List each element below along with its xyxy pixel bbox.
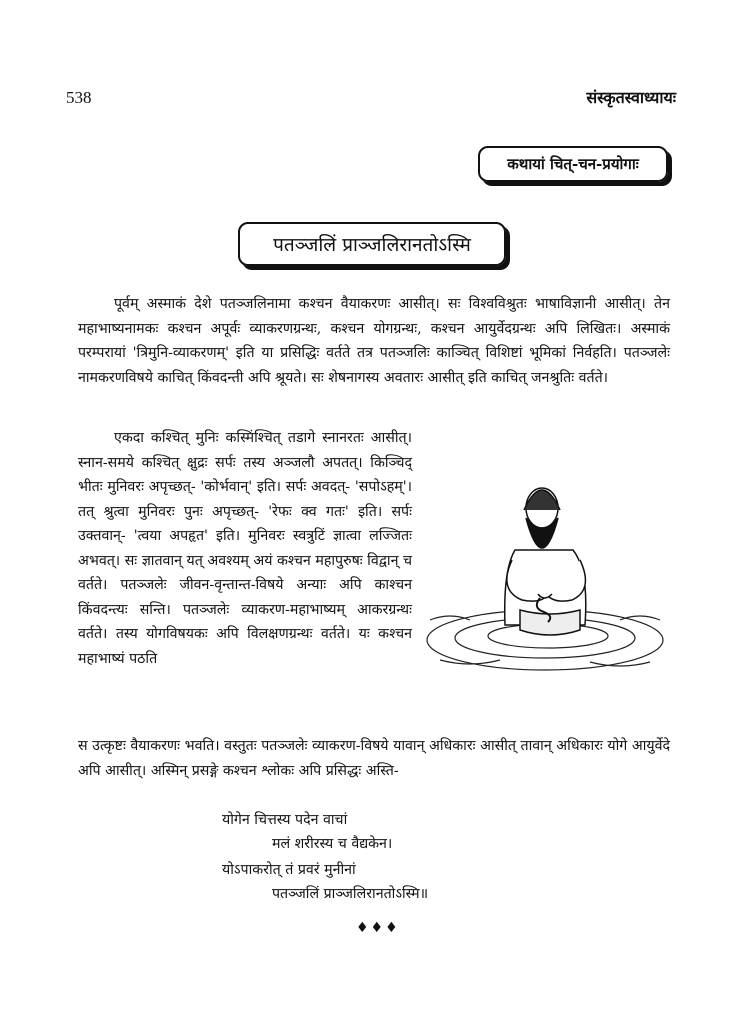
paragraph-2-wrapped: एकदा कश्चित् मुनिः कस्मिंश्चित् तडागे स्नानरतः आसीत्। स्नान-समये कश्चित् क्षुद्रः सर्पः तस्य अञ्जलौ अपतत्। किञ्चिद् भीतः मुनिवरः अपृच्छत्- 'कोर्भवान्' इति। सर्पः अवदत्- 'सपोऽहम्'। तत् श्रुत्वा मुनिवरः पुनः अपृच्छत्- 'रेफः क्व गतः' इति। सर्पः उक्तवान्- 'त्वया अपहृत' इति। मुनिवरः स्वत्रुटिं ज्ञात्वा लज्जितः अभवत्। सः ज्ञातवान् यत् अवश्यम् अयं कश्चन महापुरुषः विद्वान् च वर्तते। पतञ्जलेः जीवन-वृन्तान्त-विषये अन्याः अपि काश्चन किंवदन्त्यः सन्ति। पतञ्जलेः व्याकरण-महाभाष्यम् आकरग्रन्थः वर्तते। तस्य योगविषयकः अपि विलक्षणग्रन्थः वर्तते। यः कश्चन महाभाष्यं पठति xyxy=(78,430,412,667)
section-badge xyxy=(478,146,668,182)
end-ornament: ♦♦♦ xyxy=(356,920,400,936)
running-title: संस्कृतस्वाध्यायः xyxy=(586,88,676,107)
section-badge-label: कथायां चित्-चन-प्रयोगाः xyxy=(507,155,639,173)
verse-line-1: योगेन चित्तस्य पदेन वाचां xyxy=(222,812,348,828)
verse-line-3: योऽपाकरोत् तं प्रवरं मुनीनां xyxy=(222,862,356,878)
paragraph-1: पूर्वम् अस्माकं देशे पतञ्जलिनामा कश्चन वैयाकरणः आसीत्। सः विश्वविश्रुतः भाषाविज्ञानी आसीत्। तेन महाभाष्यनामकः कश्चन अपूर्वः व्याकरणग्रन्थः, कश्चन योगग्रन्थः, कश्चन आयुर्वेदग्रन्थः अपि लिखितः। अस्माकं परम्परायां 'त्रिमुनि-व्याकरणम्' इति या प्रसिद्धिः वर्तते तत्र पतञ्जलिः काञ्चित् विशिष्टां भूमिकां निर्वहति। पतञ्जलेः नामकरणविषये काचित् किंवदन्ती अपि श्रूयते। सः शेषनागस्य अवतारः आसीत् इति काचित् जनश्रुतिः वर्तते। xyxy=(78,296,670,386)
verse-line-4: पतञ्जलिं प्राञ्जलिरानतोऽस्मि॥ xyxy=(272,886,429,902)
sage-illustration xyxy=(420,470,670,680)
paragraph-2-continued: स उत्कृष्टः वैयाकरणः भवति। वस्तुतः पतञ्जलेः व्याकरण-विषये यावान् अधिकारः आसीत् तावान् अधिकारः योगे आयुर्वेदे अपि आसीत्। अस्मिन् प्रसङ्गे कश्चन श्लोकः अपि प्रसिद्धः अस्ति- xyxy=(78,738,670,779)
story-title-box xyxy=(238,222,506,266)
story-title: पतञ्जलिं प्राञ्जलिरानतोऽस्मि xyxy=(273,234,471,256)
verse-line-2: मलं शरीरस्य च वैद्यकेन। xyxy=(272,836,393,852)
page-number: 538 xyxy=(66,88,92,107)
